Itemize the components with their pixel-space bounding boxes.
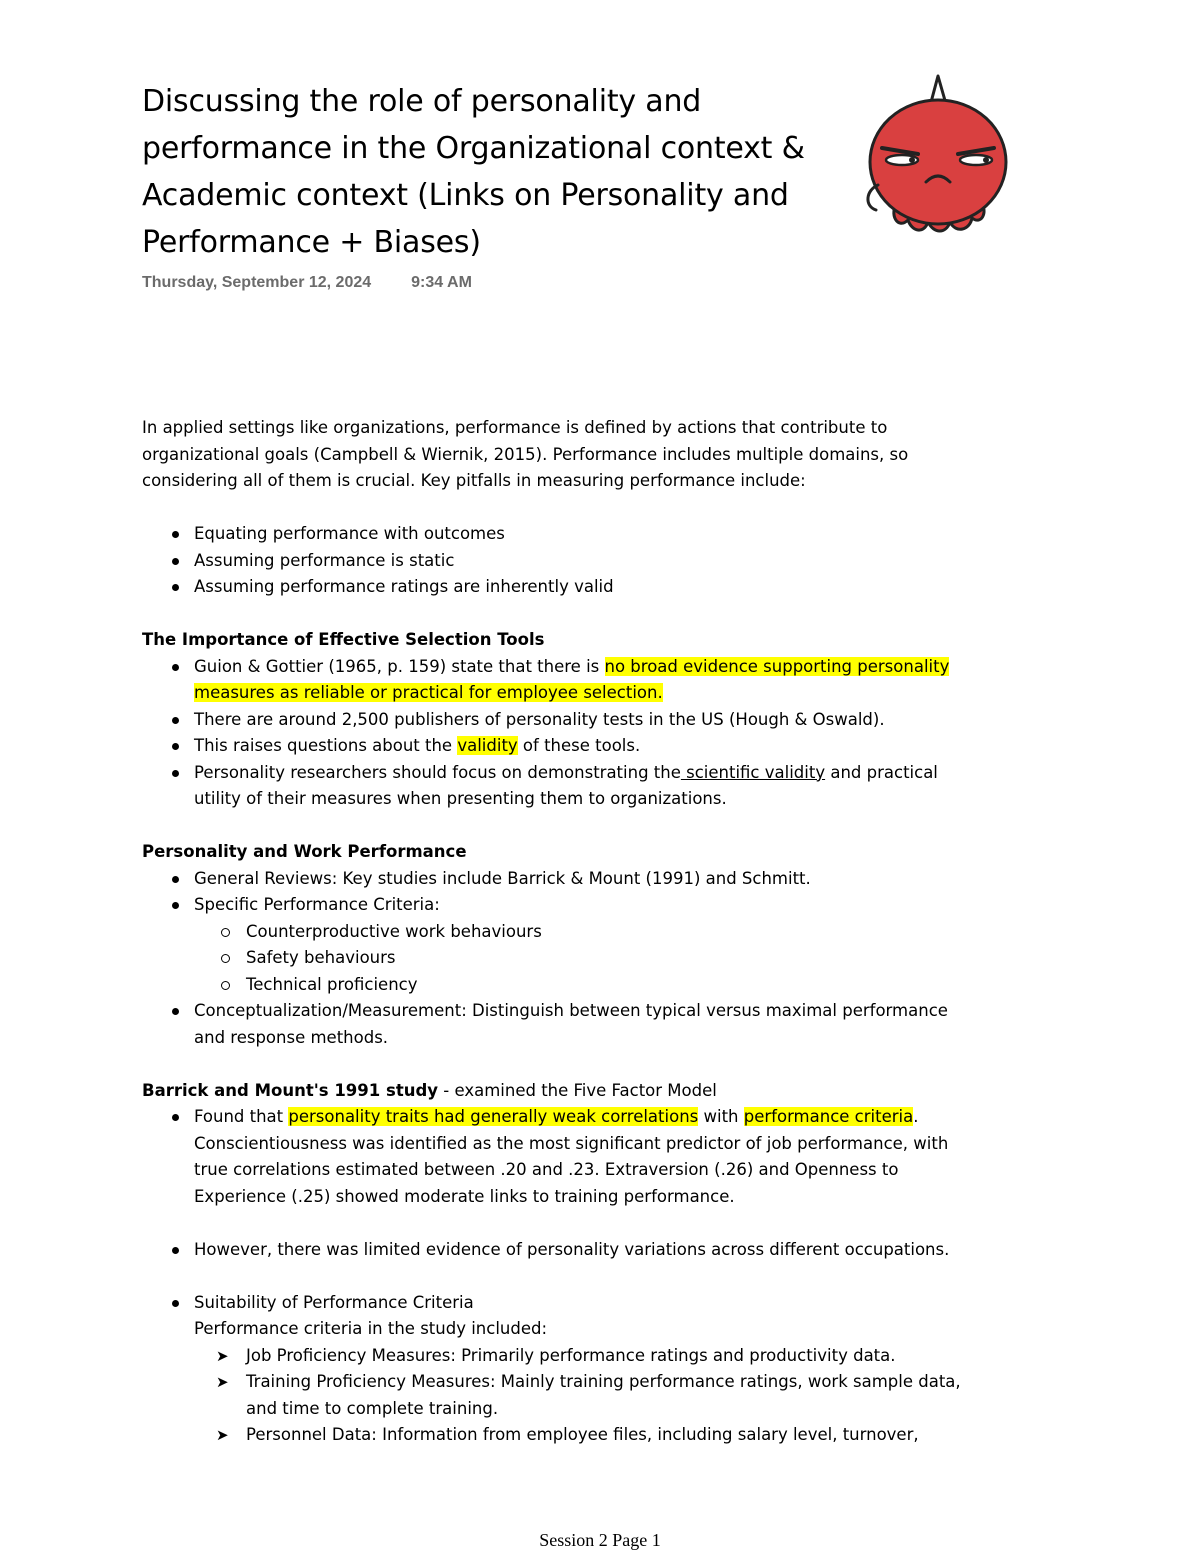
list-item: Assuming performance is static — [142, 548, 982, 575]
text-run: Found that — [194, 1107, 289, 1126]
text-run: Specific Performance Criteria: — [194, 895, 440, 914]
text-run: with — [698, 1107, 744, 1126]
text-run: Personnel Data: Information from employee files, including salary level, turnover, — [246, 1425, 919, 1444]
sub-list-item — [194, 1422, 982, 1449]
list-item: General Reviews: Key studies include Barrick & Mount (1991) and Schmitt. — [142, 866, 982, 893]
barrick-list — [142, 1104, 982, 1210]
text-run: Job Proficiency Measures: Primarily performance ratings and productivity data. — [246, 1345, 896, 1365]
sub-list-item — [194, 1369, 982, 1422]
section-heading: The Importance of Effective Selection Tools — [142, 630, 545, 649]
section-heading — [142, 1078, 982, 1105]
section-heading: Personality and Work Performance — [142, 842, 467, 861]
list-item — [142, 1104, 982, 1210]
list-item: Equating performance with outcomes — [142, 521, 982, 548]
highlighted-text: validity — [457, 736, 518, 755]
note-time: 9:34 AM — [411, 274, 472, 291]
selection-list — [142, 654, 982, 813]
text-run: Guion & Gottier (1965, p. 159) state that there is — [194, 656, 605, 676]
text-run: Performance criteria in the study included: — [194, 1319, 548, 1338]
highlighted-text: no broad evidence supporting personality measures as reliable or practical for employee selection. — [194, 656, 950, 702]
arrowhead-bullet-icon: ➤ — [216, 1346, 229, 1365]
list-item: There are around 2,500 publishers of personality tests in the US (Hough & Oswald). — [142, 707, 982, 734]
list-item — [142, 654, 982, 707]
text-run: . Conscientiousness was identified as the most significant predictor of job performance, with true correlations estimated between .20 and .23. Extraversion (.26) and Openness to Experience (.25) showed moderate links to training performance. — [194, 1107, 949, 1206]
sub-list-item: Technical proficiency — [194, 972, 982, 999]
text-run: This raises questions about the — [194, 736, 458, 755]
intro-paragraph: In applied settings like organizations, performance is defined by actions that contribute to organizational goals (Campbell & Wiernik, 2015). Performance includes multiple domains, so considering all of them is crucial. Key pitfalls in measuring performance include: — [142, 418, 909, 490]
list-item — [142, 733, 982, 760]
text-run: - examined the Five Factor Model — [438, 1080, 717, 1100]
sub-list-item — [194, 1343, 982, 1370]
text-run: and practical utility of their measures when presenting them to organizations. — [194, 762, 938, 808]
barrick-list-2 — [142, 1237, 982, 1264]
highlighted-text: performance criteria — [743, 1107, 914, 1126]
criteria-sublist — [194, 919, 982, 999]
list-item — [142, 892, 982, 998]
page-footer: Session 2 Page 1 — [539, 1530, 661, 1550]
text-run: Barrick and Mount's 1991 study — [142, 1080, 439, 1100]
text-run: of these tools. — [517, 736, 641, 755]
note-date: Thursday, September 12, 2024 — [142, 274, 372, 291]
barrick-list-3 — [142, 1290, 982, 1449]
arrowhead-bullet-icon: ➤ — [216, 1426, 229, 1444]
underlined-text: scientific validity — [680, 762, 826, 782]
list-item — [142, 760, 982, 813]
sub-list-item: Safety behaviours — [194, 945, 982, 972]
measures-sublist — [194, 1343, 982, 1449]
red-blob-mascot-icon — [858, 70, 1008, 250]
list-item — [142, 1290, 982, 1449]
arrowhead-bullet-icon: ➤ — [216, 1373, 229, 1391]
text-run: Suitability of Performance Criteria — [194, 1292, 474, 1312]
note-body — [142, 415, 982, 1449]
text-run: Personality researchers should focus on demonstrating the — [194, 762, 681, 782]
highlighted-text: personality traits had generally weak correlations — [288, 1107, 699, 1126]
text-run: Training Proficiency Measures: Mainly training performance ratings, work sample data, and time to complete training. — [246, 1372, 961, 1418]
list-item: However, there was limited evidence of personality variations across different occupations. — [142, 1237, 982, 1264]
page-title: Discussing the role of personality and performance in the Organizational context & Academic context (Links on Personality and Performance + Biases) — [142, 84, 805, 260]
work-list — [142, 866, 982, 1052]
pitfalls-list — [142, 521, 982, 601]
note-timestamp — [142, 274, 472, 292]
list-item: Assuming performance ratings are inherently valid — [142, 574, 982, 601]
list-item: Conceptualization/Measurement: Distinguish between typical versus maximal performance and response methods. — [142, 998, 982, 1051]
sub-list-item: Counterproductive work behaviours — [194, 919, 982, 946]
